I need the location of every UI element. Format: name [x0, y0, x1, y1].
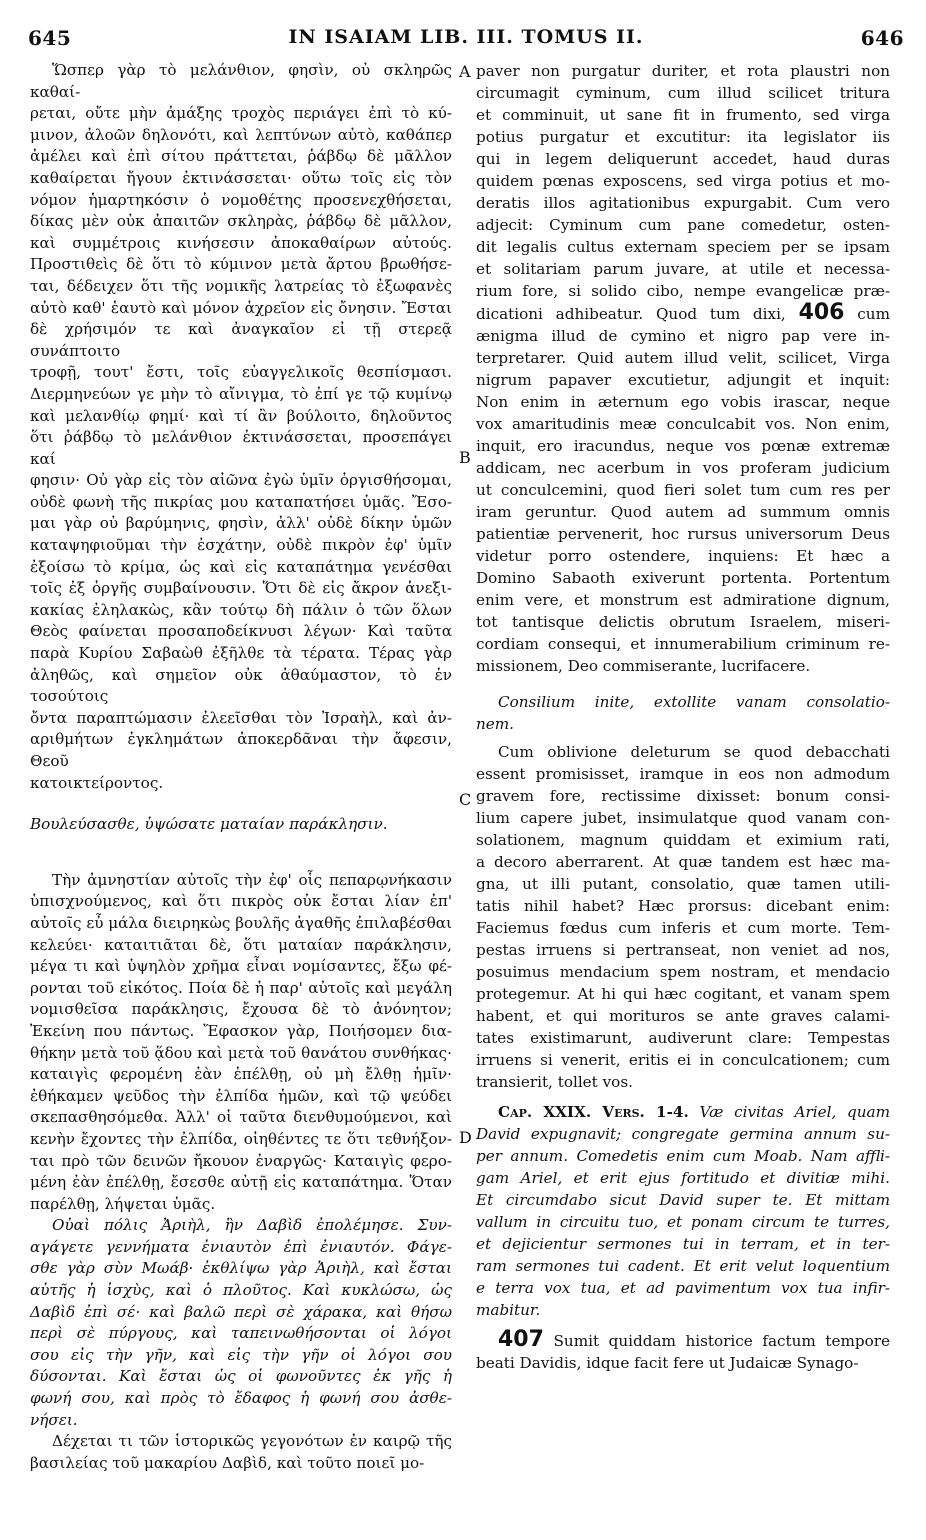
latin-line: ut conculcemini, quod fieri solet tum cum res per — [476, 481, 890, 499]
latin-line: habent, et qui morituros se ante graves calami- — [476, 1007, 890, 1025]
latin-line: gravem fore, rectissime dixisset: bonum consi- — [476, 787, 890, 805]
latin-line: beati Davidis, idque facit fere ut Judaicæ Synago- — [476, 1354, 859, 1372]
latin-line: missionem, Deo commiserante, lucrifacere. — [476, 657, 811, 675]
greek-line: σκεπασθησόμεθα. Ἀλλ' οἱ ταῦτα διενθυμούμενοι, καὶ — [30, 1108, 452, 1127]
greek-line: μινον, ἀλοῶν δηλονότι, καὶ λεπτύνων αὐτὸ, καθάπερ — [30, 125, 452, 144]
greek-column — [30, 60, 452, 1474]
greek-line: Δέχεται τι τῶν ἱστορικῶς γεγονότων ἐν καιρῷ τῆς — [52, 1432, 452, 1451]
latin-line: enim vere, et monstrum est admiratione dignum, — [476, 591, 890, 609]
latin-line: dicationi adhibeatur. Quod tum dixi, 406 cum — [476, 300, 890, 325]
greek-line: νόμον ἡμαρτηκόσιν ὁ νομοθέτης προσενεχθήσεται, — [30, 190, 452, 209]
greek-line: μαι γὰρ οὐ βαρύμηνις, φησὶν, ἀλλ' οὐδὲ δίκην ὑμῶν — [30, 514, 452, 533]
latin-lemma-line: nem. — [476, 715, 514, 733]
greek-line: ἀμέλει καὶ ἐπὶ σίτου πράττεται, ῥάβδῳ δὲ μᾶλλον — [30, 147, 452, 166]
latin-lemma-1 — [476, 691, 890, 735]
latin-line: paver non purgatur duriter, et rota plaustri non — [476, 62, 890, 80]
latin-line: transierit, tollet vos. — [476, 1073, 633, 1091]
greek-line: ται πρὸ τῶν δεινῶν ἤκουον ἐναργῶς· Καταιγὶς φερο- — [30, 1151, 452, 1170]
page-header — [28, 26, 904, 54]
greek-line: ἐθήκαμεν ψεῦδος τὴν ἐλπίδα ἡμῶν, καὶ τῷ ψεύδει — [30, 1086, 452, 1105]
greek-line: παρὰ Κυρίου Σαβαὼθ ἐξῆλθε τὰ τέρατα. Τέρας γὰρ — [30, 644, 452, 663]
greek-line: τροφῇ, τουτ' ἔστι, τοῖς εὐαγγελικοῖς θεσπίσμασι. — [30, 363, 452, 382]
page-number-left: 645 — [28, 26, 72, 50]
greek-line: καταψηφιοῦμαι τὴν ἐσχάτην, οὐδὲ πικρὸν ἐφ' ὑμῖν — [30, 536, 452, 555]
greek-line: ται, δέδειχεν ὅτι τῆς νομικῆς λατρείας τὸ ἐξωφανὲς — [30, 276, 452, 295]
latin-p3-first — [476, 1329, 890, 1352]
latin-line: rium fore, si solido cibo, nempe evangelicæ præ- — [476, 282, 890, 300]
greek-line: αὐτοῖς εὖ μάλα διειρηκὼς βουλῆς ἀγαθῆς ἐπιλαβέσθαι — [30, 913, 452, 932]
greek-line: Τὴν ἀμνηστίαν αὐτοῖς τὴν ἐφ' οἷς πεπαρῳνήκασιν — [52, 870, 452, 889]
greek-line: ὄντα παραπτώμασιν ἐλεεῖσθαι τὸν Ἰσραὴλ, καὶ ἀν- — [30, 708, 452, 727]
latin-line: Cum oblivione deleturum se quod debacchati — [498, 743, 890, 761]
latin-lemma-2 — [476, 1123, 890, 1321]
latin-lemma-line: per annum. Comedetis enim cum Moab. Nam affli- — [476, 1147, 890, 1165]
greek-lemma-line: νήσει. — [30, 1410, 78, 1429]
latin-line: videtur porro ostendere, inquiens: Et hæc a — [476, 547, 890, 565]
greek-line: κατοικτείροντος. — [30, 773, 164, 792]
latin-line: posuimus mendacium spem nostram, et mendacio — [476, 963, 890, 981]
greek-line: Θεὸς φαίνεται προσαποδείκνυσι λέγων· Καὶ ταῦτα — [30, 622, 452, 641]
greek-lemma-line: περὶ σὲ πύργους, καὶ ταπεινωθήσονται οἱ λόγοι — [30, 1324, 452, 1343]
greek-line: καταιγὶς φερομένη ἐὰν ἐπέλθῃ, οὐ μὴ ἔλθῃ ἡμῖν· — [30, 1065, 452, 1084]
latin-line: pestas irruens si pertranseat, non veniet ad nos, — [476, 941, 890, 959]
latin-paragraph-1 — [476, 60, 890, 677]
greek-line: ὅτι ῥάβδῳ τὸ μελάνθιον ἐκτινάσσεται, προσεπάγει καί — [30, 428, 452, 468]
margin-letter-c: C — [459, 790, 472, 809]
greek-line: ρονται τοῦ εἰκότος. Ποία δὲ ἡ παρ' αὐτοῖς καὶ μεγάλη — [30, 978, 452, 997]
latin-line: ænigma illud de cymino et nigro pap vere in- — [476, 327, 890, 345]
greek-lemma-line: Οὐαὶ πόλις Ἀριὴλ, ἣν Δαβὶδ ἐπολέμησε. Συν- — [52, 1216, 452, 1235]
page-number-right: 646 — [860, 26, 904, 50]
latin-line: quidem pœnas exposcens, sed virga potius et mo- — [476, 172, 890, 190]
greek-line: οὐδὲ φωνὴ τῆς πικρίας μου καταπατήσει ὑμᾶς. Ἔσο- — [30, 492, 452, 511]
latin-line: tot tantisque delictis obrutum Israelem, miseri- — [476, 613, 890, 631]
greek-paragraph-1 — [30, 60, 452, 794]
greek-line: φησιν· Οὐ γὰρ εἰς τὸν αἰῶνα ἐγὼ ὑμῖν ὀργισθήσομαι, — [30, 471, 452, 490]
latin-paragraph-2 — [476, 741, 890, 1093]
latin-paragraph-3 — [476, 1352, 890, 1374]
latin-lemma-line: ram sermones tui cadent. Et erit velut loquentium — [476, 1257, 890, 1275]
column-number-407: 407 — [498, 1327, 544, 1352]
margin-letter-d: D — [459, 1128, 472, 1147]
latin-line: terpretarer. Quid autem illud velit, scilicet, Virga — [476, 349, 890, 367]
latin-line: a decoro aberrarent. At quæ tandem est hæc ma- — [476, 853, 890, 871]
latin-line: inquit, ero iracundus, neque vos pœnæ extremæ — [476, 437, 890, 455]
greek-line: δίκας μὲν οὐκ ἀπαιτῶν σκληρὰς, ῥάβδῳ δὲ μᾶλλον, — [30, 212, 452, 231]
greek-line: ἐξοίσω τὸ κρίμα, ὡς καὶ εἰς καταπάτημα γενέσθαι — [30, 557, 452, 576]
greek-line: ὑπισχνούμενος, καὶ ὅτι πικρὸς οὐκ ἔσται λίαν ἐπ' — [30, 892, 452, 911]
latin-lemma-line: e terra vox tua, et ad pavimentum vox tua infir- — [476, 1279, 890, 1297]
latin-line: deratis illos agitationibus expurgabit. Cum vero — [476, 194, 890, 212]
latin-line: iram geruntur. Quod autem ad summum omnis — [476, 503, 890, 521]
greek-line: κενὴν ἔχοντες τὴν ἐλπίδα, οἰηθέντες τε ὅτι τεθνήξον- — [30, 1129, 452, 1148]
margin-letter-a: A — [459, 62, 471, 81]
latin-line: Faciemus fœdus cum inferis et cum morte. Tem- — [476, 919, 890, 937]
latin-line: Domino Sabaoth exiverunt portenta. Portentum — [476, 569, 890, 587]
latin-line: patientiæ pervenerit, hoc rursus universorum Deus — [476, 525, 890, 543]
greek-line: Ὥσπερ γὰρ τὸ μελάνθιον, φησὶν, οὐ σκληρῶς καθαί- — [30, 61, 452, 101]
greek-line: παρέλθῃ, λήψεται ὑμᾶς. — [30, 1194, 216, 1213]
greek-line: Ἐκείνη που πάντως. Ἔφασκον γὰρ, Ποιήσομεν δια- — [30, 1021, 452, 1040]
greek-line: ἀληθῶς, καὶ σημεῖον οὐκ ἀθαύμαστον, τὸ ἐν τοσούτοις — [30, 665, 452, 706]
greek-line: κελεύει· καταιτιᾶται δὲ, ὅτι ματαίαν παράκλησιν, — [30, 935, 452, 954]
running-title: IN ISAIAM LIB. III. TOMUS II. — [288, 26, 644, 48]
latin-lemma-line: et dejicientur sermones tui in terram, et in ter- — [476, 1235, 890, 1253]
greek-line: ρεται, οὔτε μὴν ἀμάξης τροχὸς περιάγει ἐπὶ τὸ κύ- — [30, 104, 452, 123]
latin-line: et solitariam parum juvare, at utile et necessa- — [476, 260, 890, 278]
latin-line: tatis nihil habet? Hæc prorsus: dicebant enim: — [476, 897, 890, 915]
greek-lemma-line: αὐτῆς ἡ ἰσχὺς, καὶ ὁ πλοῦτος. Καὶ κυκλώσω, ὡς — [30, 1281, 452, 1300]
latin-lemma-2-first — [476, 1101, 890, 1123]
latin-line: solationem, magnum quiddam et eximium rati, — [476, 831, 890, 849]
latin-line: lium capere jubet, insimulatque quod vanam con- — [476, 809, 890, 827]
latin-line: potius purgatur et excutitur: ita legislator iis — [476, 128, 890, 146]
margin-letter-b: B — [459, 448, 471, 467]
greek-line: αὐτὸ καθ' ἑαυτὸ καὶ μόνον ἀχρεῖον εἰς ὄνησιν. Ἔσται — [30, 298, 452, 317]
greek-paragraph-2 — [30, 870, 452, 1216]
latin-lemma-line: Consilium inite, extollite vanam consolatio- — [498, 693, 890, 711]
greek-line: Προστιθεὶς δὲ ὅτι τὸ κύμινον μετὰ ἄρτου βρωθήσε- — [30, 255, 452, 274]
latin-line: gna, ut illi putant, consolatio, quæ tamen utili- — [476, 875, 890, 893]
greek-line: καθαίρεται ἤγουν ἐκτινάσσεται· οὕτω τοῖς εἰς τὸν — [30, 168, 452, 187]
greek-line: αριθμήτων ἐγκλημάτων ἀποκερδᾶναι τὴν ἄφεσιν, Θεοῦ — [30, 730, 452, 770]
greek-lemma-line: δύσονται. Καὶ ἔσται ὡς οἱ φωνοῦντες ἐκ γῆς ἡ — [30, 1367, 452, 1386]
latin-line: essent promisisset, iramque in eos non admodum — [476, 765, 890, 783]
greek-line: Διερμηνεύων γε μὴν τὸ αἴνιγμα, τὸ ἐπί γε τῷ κυμίνῳ — [30, 384, 452, 403]
latin-lemma-2-start: Væ civitas Ariel, quam — [699, 1103, 890, 1121]
latin-lemma-line: Et circumdabo sicut David super te. Et mittam — [476, 1191, 890, 1209]
greek-lemma-line: φωνή σου, καὶ πρὸς τὸ ἔδαφος ἡ φωνή σου ἀσθε- — [30, 1389, 452, 1408]
greek-lemma-line: αγάγετε γεννήματα ἐνιαυτὸν ἐπὶ ἐνιαυτόν. Φάγε- — [30, 1237, 452, 1256]
latin-lemma-line: mabitur. — [476, 1301, 541, 1319]
greek-line: νομισθεῖσα παράκλησις, ἔχουσα δὲ τὸ ἀνόνητον; — [30, 1000, 452, 1019]
latin-line: circumagit cyminum, cum illud scilicet tritura — [476, 84, 890, 102]
latin-line: dit legalis cultus externam speciem per se ipsam — [476, 238, 890, 256]
greek-line: καὶ μελανθίῳ φημί· καὶ τί ἂν βούλοιτο, δηλοῦντος — [30, 406, 452, 425]
greek-lemma-2 — [30, 1215, 452, 1431]
column-number-406: 406 — [798, 300, 845, 325]
greek-line: μέγα τι καὶ ὑψηλὸν χρῆμα εἶναι νομίσαντες, ἔξω φέ- — [30, 957, 452, 976]
greek-paragraph-3 — [30, 1431, 452, 1474]
latin-line: vox amaritudinis meæ conculcabit vos. Non enim, — [476, 415, 890, 433]
latin-line: addicam, nec acerbum in vos proferam judicium — [476, 459, 890, 477]
greek-lemma-line: σθε γὰρ σὺν Μωάβ· ἐκθλίψω γὰρ Ἀριὴλ, καὶ ἔσται — [30, 1259, 452, 1278]
latin-line: et comminuit, ut sane fit in frumento, sed virga — [476, 106, 890, 124]
greek-line: δὲ χρήσιμόν τε καὶ ἀναγκαῖον εἰ τῇ στερεᾷ συνάπτοιτο — [30, 320, 452, 360]
latin-p3-line-1: Sumit quiddam historice factum tempore — [553, 1332, 890, 1350]
greek-lemma-line: σου εἰς τὴν γῆν, καὶ εἰς τὴν γῆν οἱ λόγοι σου — [30, 1345, 452, 1364]
latin-word-cum: cum — [844, 305, 890, 323]
greek-line: κακίας ἐληλακὼς, κἂν τούτῳ δὴ πάλιν ὁ τῶν ὅλων — [30, 600, 452, 619]
latin-line: nigrum papaver excutietur, adjungit et inquit: — [476, 371, 890, 389]
latin-column — [476, 60, 890, 1374]
latin-line: Non enim in æternum ego vobis irascar, neque — [476, 393, 890, 411]
greek-line: τοῖς ἐξ ὀργῆς συμβαίνουσιν. Ὅτι δὲ εἰς ἄκρον ἀνεξι- — [30, 579, 452, 598]
latin-lemma-line: gam Ariel, et erit ejus fortitudo et divitiæ mihi. — [476, 1169, 890, 1187]
latin-line: adjecit: Cyminum cum pane comedetur, osten- — [476, 216, 890, 234]
latin-line: qui in legem deliquerunt accedet, haud duras — [476, 150, 890, 168]
latin-line: tates existimarunt, audiverunt clare: Tempestas — [476, 1029, 890, 1047]
greek-line: μένη ἐὰν ἐπέλθῃ, ἔσεσθε αὐτῇ εἰς καταπάτημα. Ὅταν — [30, 1173, 452, 1192]
greek-line: βασιλείας τοῦ μακαρίου Δαβὶδ, καὶ τοῦτο ποιεῖ μο- — [30, 1453, 425, 1472]
latin-line: cordiam consequi, et innumerabilium criminum re- — [476, 635, 890, 653]
latin-line: irruens si venerit, eritis ei in conculcationem; cum — [476, 1051, 890, 1069]
greek-line: θήκην μετὰ τοῦ ᾅδου καὶ μετὰ τοῦ θανάτου συνθήκας· — [30, 1043, 452, 1062]
latin-line: protegemur. At hi qui hæc cogitant, et vanam spem — [476, 985, 890, 1003]
greek-lemma-line: Δαβὶδ ἐπὶ σέ· καὶ βαλῶ περὶ σὲ χάρακα, καὶ θήσω — [30, 1302, 452, 1321]
latin-lemma-line: David expugnavit; congregate germina annum su- — [476, 1125, 890, 1143]
latin-lemma-line: vallum in circuitu tuo, et ponam circum te turres, — [476, 1213, 890, 1231]
greek-line: καὶ συμμέτροις κινήσεσιν ἀποκαθαίρων αὐτούς. — [30, 233, 452, 252]
chapter-label: Cap. XXIX. Vers. 1-4. — [498, 1103, 689, 1121]
greek-lemma-1: Βουλεύσασθε, ὑψώσατε ματαίαν παράκλησιν. — [30, 815, 388, 834]
